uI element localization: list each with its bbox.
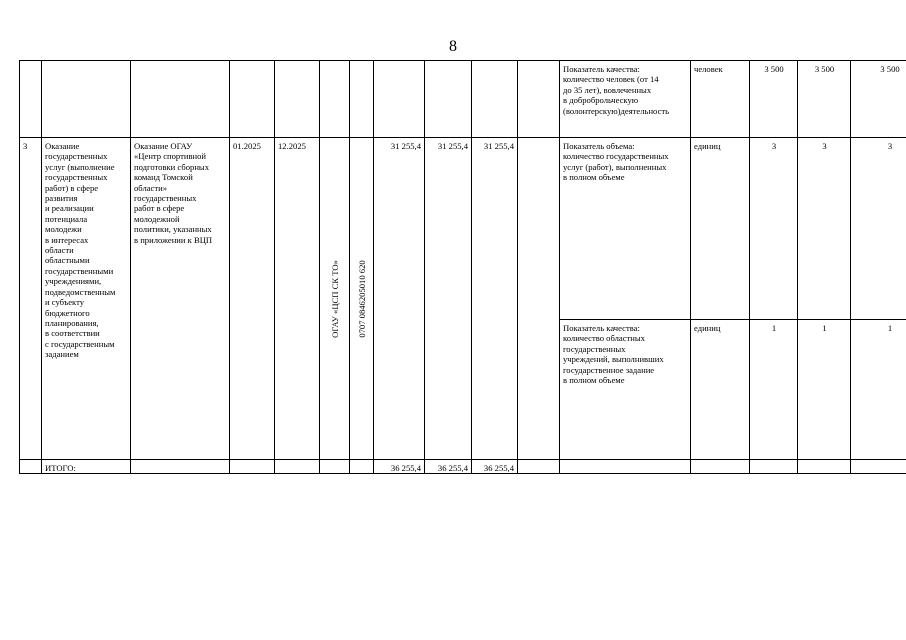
- total-label: ИТОГО:: [42, 460, 131, 474]
- cell-empty: [518, 460, 560, 474]
- cell-empty: [691, 460, 750, 474]
- indicator-unit: единиц: [691, 320, 750, 460]
- indicator-quality-institutions: Показатель качества: количество областных государственных учреждений, выполнивших государственное задание в полном объеме: [560, 320, 691, 460]
- cell-empty: [560, 460, 691, 474]
- cell-sum2: [425, 61, 472, 138]
- page-number: 8: [449, 38, 457, 55]
- indicator-unit: человек: [691, 61, 750, 138]
- budget-code-vertical-text: 0707 0846205010 620: [356, 259, 367, 338]
- cell-empty: [518, 138, 560, 460]
- cell-sum1: 31 255,4: [374, 138, 425, 460]
- table-row: [20, 138, 906, 320]
- cell-executor: Оказание ОГАУ «Центр спортивной подготовки сборных команд Томской области» государственных работ в сфере молодежной политики, указанных в приложении к ВЦП: [131, 138, 230, 460]
- cell-sum2: 31 255,4: [425, 138, 472, 460]
- cell-org: [320, 460, 350, 474]
- cell-start: [230, 460, 275, 474]
- cell-executor: [131, 61, 230, 138]
- cell-code: [350, 138, 374, 460]
- cell-org: [320, 138, 350, 460]
- cell-sum3: [472, 61, 518, 138]
- indicator-value-1: 3 500: [750, 61, 798, 138]
- cell-start: [230, 61, 275, 138]
- cell-name: [42, 61, 131, 138]
- cell-empty: [851, 460, 906, 474]
- cell-num: [20, 61, 42, 138]
- total-row: [20, 460, 906, 474]
- cell-name: Оказание государственных услуг (выполнение государственных работ) в сфере развития и реализации потенциала молодежи в интересах области областными государственными учреждениями, подведомственным и субъекту бюджетного планирования, в соответствии с государственным заданием: [42, 138, 131, 460]
- cell-org: [320, 61, 350, 138]
- cell-empty: [750, 460, 798, 474]
- indicator-value-1: 3: [750, 138, 798, 320]
- cell-empty: [798, 460, 851, 474]
- cell-sum1: [374, 61, 425, 138]
- cell-end: [275, 460, 320, 474]
- total-sum3: 36 255,4: [472, 460, 518, 474]
- cell-code: [350, 61, 374, 138]
- indicator-value-3: 3: [851, 138, 906, 320]
- indicator-value-2: 3 500: [798, 61, 851, 138]
- indicator-value-2: 1: [798, 320, 851, 460]
- cell-executor: [131, 460, 230, 474]
- table-row: [20, 61, 906, 138]
- total-sum1: 36 255,4: [374, 460, 425, 474]
- indicator-value-3: 1: [851, 320, 906, 460]
- cell-end: 12.2025: [275, 138, 320, 460]
- org-vertical-text: ОГАУ «ЦСП СК ТО»: [329, 259, 340, 338]
- cell-code: [350, 460, 374, 474]
- indicator-value-1: 1: [750, 320, 798, 460]
- cell-empty: [518, 61, 560, 138]
- indicator-volume: Показатель объема: количество государственных услуг (работ), выполненных в полном объеме: [560, 138, 691, 320]
- indicator-value-2: 3: [798, 138, 851, 320]
- indicator-unit: единиц: [691, 138, 750, 320]
- cell-num: 3: [20, 138, 42, 460]
- indicator-quality-volunteers: Показатель качества: количество человек (от 14 до 35 лет), вовлеченных в доброброльческую (волонтерскую)деятельность: [560, 61, 691, 138]
- cell-end: [275, 61, 320, 138]
- indicator-value-3: 3 500: [851, 61, 906, 138]
- cell-sum3: 31 255,4: [472, 138, 518, 460]
- cell-start: 01.2025: [230, 138, 275, 460]
- program-table: [19, 60, 906, 474]
- cell-num: [20, 460, 42, 474]
- total-sum2: 36 255,4: [425, 460, 472, 474]
